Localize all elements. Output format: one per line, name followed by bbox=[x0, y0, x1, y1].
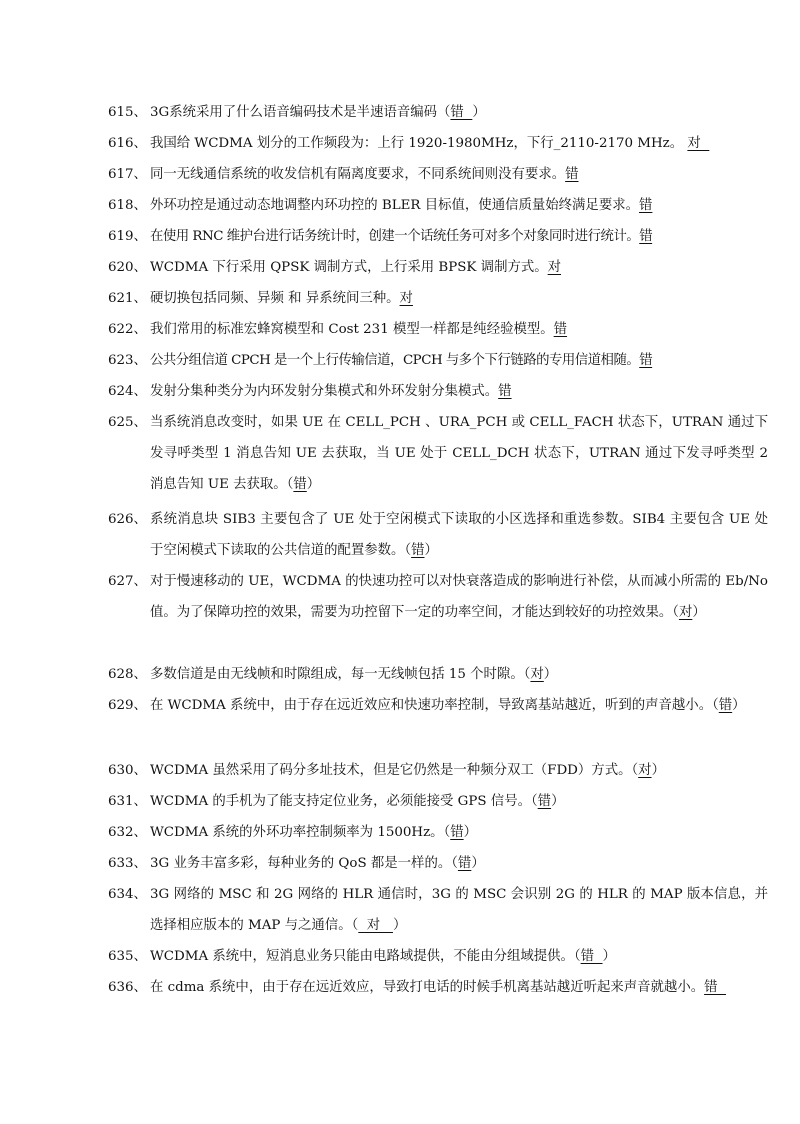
item-text: 公共分组信道 CPCH 是一个上行传输信道，CPCH 与多个下行链路的专用信道相随。错 bbox=[150, 353, 653, 368]
answer: 错 bbox=[498, 384, 512, 399]
answer: 错 bbox=[553, 322, 568, 337]
item-text: 在 WCDMA 系统中，由于存在远近效应和快速功率控制，导致离基站越近，听到的声音越小。（错） bbox=[150, 698, 746, 713]
list-item bbox=[108, 128, 768, 159]
list-item bbox=[108, 659, 768, 690]
item-text: 系统消息块 SIB3 主要包含了 UE 处于空闲模式下读取的小区选择和重选参数。SIB4 主要包含 UE 处于空闲模式下读取的公共信道的配置参数。（错） bbox=[150, 512, 768, 558]
answer: 对 bbox=[399, 291, 413, 306]
item-text: WCDMA 下行采用 QPSK 调制方式，上行采用 BPSK 调制方式。对 bbox=[150, 260, 562, 275]
item-text: 我们常用的标准宏蜂窝模型和 Cost 231 模型一样都是纯经验模型。错 bbox=[150, 322, 568, 337]
answer: 错 bbox=[565, 167, 579, 182]
answer: 错 bbox=[537, 794, 552, 809]
item-text: 当系统消息改变时，如果 UE 在 CELL_PCH 、URA_PCH 或 CELL_FACH 状态下，UTRAN 通过下发寻呼类型 1 消息告知 UE 去获取，当 UE 处于 CELL_DCH 状态下，UTRAN 通过下发寻呼类型 2 消息告知 UE 去获取。（错） bbox=[150, 415, 768, 492]
item-text: WCDMA 系统中，短消息业务只能由电路域提供，不能由分组域提供。（错 ） bbox=[150, 949, 616, 964]
list-item bbox=[108, 504, 768, 566]
item-number: 635、 bbox=[108, 949, 147, 964]
list-item bbox=[108, 941, 768, 972]
list-item bbox=[108, 848, 768, 879]
item-number: 618、 bbox=[108, 198, 147, 213]
item-text: WCDMA 的手机为了能支持定位业务，必须能接受 GPS 信号。（错） bbox=[150, 794, 565, 809]
item-text: 同一无线通信系统的收发信机有隔离度要求，不同系统间则没有要求。错 bbox=[150, 167, 579, 182]
item-number: 622、 bbox=[108, 322, 147, 337]
answer: 错 bbox=[450, 105, 473, 120]
list-item bbox=[108, 345, 768, 376]
item-number: 627、 bbox=[108, 574, 147, 589]
item-number: 621、 bbox=[108, 291, 147, 306]
item-text: 发射分集种类分为内环发射分集模式和外环发射分集模式。错 bbox=[150, 384, 512, 399]
list-item bbox=[108, 190, 768, 221]
item-number: 636、 bbox=[108, 980, 147, 995]
item-number: 615、 bbox=[108, 105, 147, 120]
item-number: 633、 bbox=[108, 856, 147, 871]
item-number: 632、 bbox=[108, 825, 147, 840]
item-text: 在使用 RNC 维护台进行话务统计时，创建一个话统任务可对多个对象同时进行统计。错 bbox=[150, 229, 653, 244]
list-item bbox=[108, 221, 768, 252]
answer: 对 bbox=[530, 667, 544, 682]
list-item bbox=[108, 755, 768, 786]
answer: 错 bbox=[639, 229, 653, 244]
item-number: 616、 bbox=[108, 136, 147, 151]
item-text: 3G系统采用了什么语音编码技术是半速语音编码（错 ） bbox=[150, 105, 486, 120]
answer: 错 bbox=[718, 698, 733, 713]
answer: 错 bbox=[457, 856, 472, 871]
list-item bbox=[108, 159, 768, 190]
answer: 错 bbox=[639, 353, 653, 368]
answer: 错 bbox=[293, 477, 307, 492]
list-item bbox=[108, 376, 768, 407]
item-number: 619、 bbox=[108, 229, 147, 244]
item-text: 我国给 WCDMA 划分的工作频段为：上行 1920-1980MHz，下行_2110-2170 MHz。 对 bbox=[150, 136, 710, 151]
item-number: 629、 bbox=[108, 698, 147, 713]
item-text: 多数信道是由无线帧和时隙组成，每一无线帧包括 15 个时隙。（对） bbox=[150, 667, 558, 682]
list-item bbox=[108, 817, 768, 848]
item-number: 623、 bbox=[108, 353, 147, 368]
item-number: 624、 bbox=[108, 384, 147, 399]
answer: 对 bbox=[678, 605, 693, 620]
list-item bbox=[108, 407, 768, 500]
item-number: 625、 bbox=[108, 415, 147, 430]
item-text: WCDMA 系统的外环功率控制频率为 1500Hz。（错） bbox=[150, 825, 477, 840]
item-text: 在 cdma 系统中，由于存在远近效应，导致打电话的时候手机离基站越近听起来声音就越小。错 bbox=[150, 980, 727, 995]
list-item bbox=[108, 879, 768, 941]
item-number: 620、 bbox=[108, 260, 147, 275]
item-text: 3G 业务丰富多彩，每种业务的 QoS 都是一样的。（错） bbox=[150, 856, 485, 871]
item-number: 626、 bbox=[108, 512, 147, 527]
item-number: 617、 bbox=[108, 167, 147, 182]
answer: 错 bbox=[704, 980, 727, 995]
answer: 错 bbox=[450, 825, 464, 840]
answer: 错 bbox=[639, 198, 653, 213]
item-text: 外环功控是通过动态地调整内环功控的 BLER 目标值，使通信质量始终满足要求。错 bbox=[150, 198, 653, 213]
list-item bbox=[108, 283, 768, 314]
item-number: 628、 bbox=[108, 667, 147, 682]
answer: 对 bbox=[638, 763, 652, 778]
answer: 错 bbox=[411, 543, 425, 558]
answer: 对 bbox=[358, 918, 393, 933]
list-item bbox=[108, 786, 768, 817]
list-item bbox=[108, 690, 768, 721]
item-number: 630、 bbox=[108, 763, 147, 778]
list-item bbox=[108, 252, 768, 283]
item-text: 对于慢速移动的 UE，WCDMA 的快速功控可以对快衰落造成的影响进行补偿，从而减小所需的 Eb/No 值。为了保障功控的效果，需要为功控留下一定的功率空间，才能达到较好的功控效果。（对） bbox=[150, 574, 768, 620]
item-text: 硬切换包括同频、异频 和 异系统间三种。对 bbox=[150, 291, 413, 306]
list-item bbox=[108, 566, 768, 628]
item-text: 3G 网络的 MSC 和 2G 网络的 HLR 通信时，3G 的 MSC 会识别 2G 的 HLR 的 MAP 版本信息，并选择相应版本的 MAP 与之通信。（ 对 ） bbox=[150, 887, 768, 933]
item-number: 634、 bbox=[108, 887, 147, 902]
list-item bbox=[108, 97, 768, 128]
list-item bbox=[108, 314, 768, 345]
item-text: WCDMA 虽然采用了码分多址技术，但是它仍然是一种频分双工（FDD）方式。（对） bbox=[150, 763, 665, 778]
answer: 错 bbox=[580, 949, 603, 964]
answer: 对 bbox=[687, 136, 710, 151]
answer: 对 bbox=[547, 260, 562, 275]
list-item bbox=[108, 972, 768, 1003]
item-number: 631、 bbox=[108, 794, 147, 809]
